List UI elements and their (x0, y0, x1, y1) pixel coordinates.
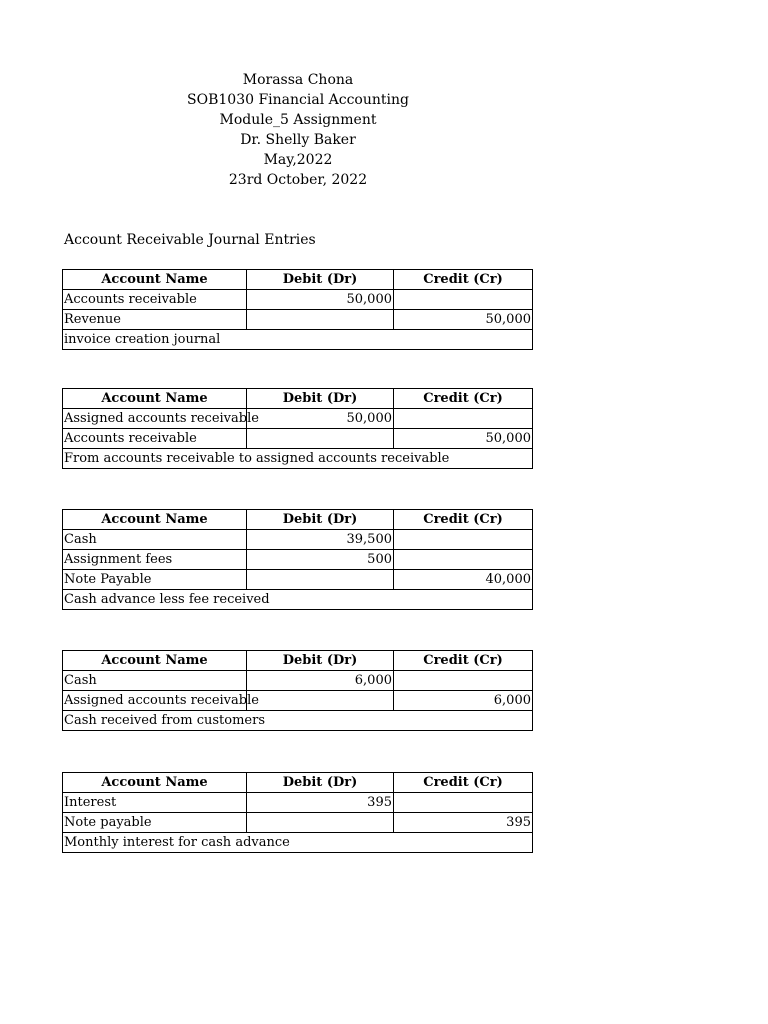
table-row (63, 429, 533, 449)
account-cell: Cash (63, 530, 247, 550)
table-row (63, 550, 533, 570)
account-cell: Interest (63, 793, 247, 813)
credit-cell (394, 793, 533, 813)
credit-cell (394, 290, 533, 310)
journal-table (62, 772, 533, 853)
account-cell: Assignment fees (63, 550, 247, 570)
credit-cell: 50,000 (394, 310, 533, 330)
debit-header: Debit (Dr) (247, 651, 394, 671)
debit-cell (247, 570, 394, 590)
account-name-header: Account Name (63, 510, 247, 530)
account-cell: Accounts receivable (63, 429, 247, 449)
table-row (63, 290, 533, 310)
description-row (63, 833, 533, 853)
debit-cell (247, 813, 394, 833)
journal-table (62, 650, 533, 731)
description-row (63, 449, 533, 469)
account-cell: Cash (63, 671, 247, 691)
table-row (63, 691, 533, 711)
credit-cell (394, 530, 533, 550)
credit-cell: 50,000 (394, 429, 533, 449)
credit-cell (394, 409, 533, 429)
debit-cell: 6,000 (247, 671, 394, 691)
journal-table (62, 388, 533, 469)
account-name-header: Account Name (63, 389, 247, 409)
description-row (63, 330, 533, 350)
debit-cell: 50,000 (247, 290, 394, 310)
author-name: Morassa Chona (242, 72, 354, 88)
table-row (63, 793, 533, 813)
table-row (63, 570, 533, 590)
journal-table (62, 509, 533, 610)
account-cell: Assigned accounts receivable (63, 409, 247, 429)
debit-cell (247, 691, 394, 711)
account-cell: Assigned accounts receivable (63, 691, 247, 711)
credit-header: Credit (Cr) (394, 510, 533, 530)
table-row (63, 530, 533, 550)
table-row (63, 813, 533, 833)
table-row (63, 310, 533, 330)
document-header (0, 70, 596, 190)
credit-header: Credit (Cr) (394, 389, 533, 409)
submission-date: 23rd October, 2022 (228, 172, 368, 188)
account-cell: Revenue (63, 310, 247, 330)
credit-cell (394, 550, 533, 570)
debit-cell: 39,500 (247, 530, 394, 550)
account-cell: Accounts receivable (63, 290, 247, 310)
credit-header: Credit (Cr) (394, 651, 533, 671)
section-title: Account Receivable Journal Entries (64, 232, 316, 248)
table-header-row (63, 773, 533, 793)
debit-cell: 50,000 (247, 409, 394, 429)
entry-description: Cash received from customers (63, 711, 533, 731)
table-header-row (63, 510, 533, 530)
table-row (63, 409, 533, 429)
description-row (63, 711, 533, 731)
credit-cell: 395 (394, 813, 533, 833)
assignment-title: Module_5 Assignment (219, 112, 377, 128)
entry-description: Monthly interest for cash advance (63, 833, 533, 853)
debit-header: Debit (Dr) (247, 389, 394, 409)
table-header-row (63, 651, 533, 671)
account-name-header: Account Name (63, 651, 247, 671)
table-header-row (63, 270, 533, 290)
credit-cell (394, 671, 533, 691)
debit-cell: 395 (247, 793, 394, 813)
term-date: May,2022 (263, 152, 333, 168)
debit-cell: 500 (247, 550, 394, 570)
table-row (63, 671, 533, 691)
entry-description: From accounts receivable to assigned accounts receivable (63, 449, 533, 469)
entry-description: invoice creation journal (63, 330, 533, 350)
credit-cell: 6,000 (394, 691, 533, 711)
debit-header: Debit (Dr) (247, 510, 394, 530)
account-name-header: Account Name (63, 773, 247, 793)
account-name-header: Account Name (63, 270, 247, 290)
debit-cell (247, 429, 394, 449)
account-cell: Note payable (63, 813, 247, 833)
debit-cell (247, 310, 394, 330)
debit-header: Debit (Dr) (247, 270, 394, 290)
credit-header: Credit (Cr) (394, 773, 533, 793)
course-title: SOB1030 Financial Accounting (187, 92, 409, 108)
debit-header: Debit (Dr) (247, 773, 394, 793)
account-cell: Note Payable (63, 570, 247, 590)
table-header-row (63, 389, 533, 409)
instructor-name: Dr. Shelly Baker (240, 132, 356, 148)
entry-description: Cash advance less fee received (63, 590, 533, 610)
description-row (63, 590, 533, 610)
credit-cell: 40,000 (394, 570, 533, 590)
credit-header: Credit (Cr) (394, 270, 533, 290)
journal-table (62, 269, 533, 350)
